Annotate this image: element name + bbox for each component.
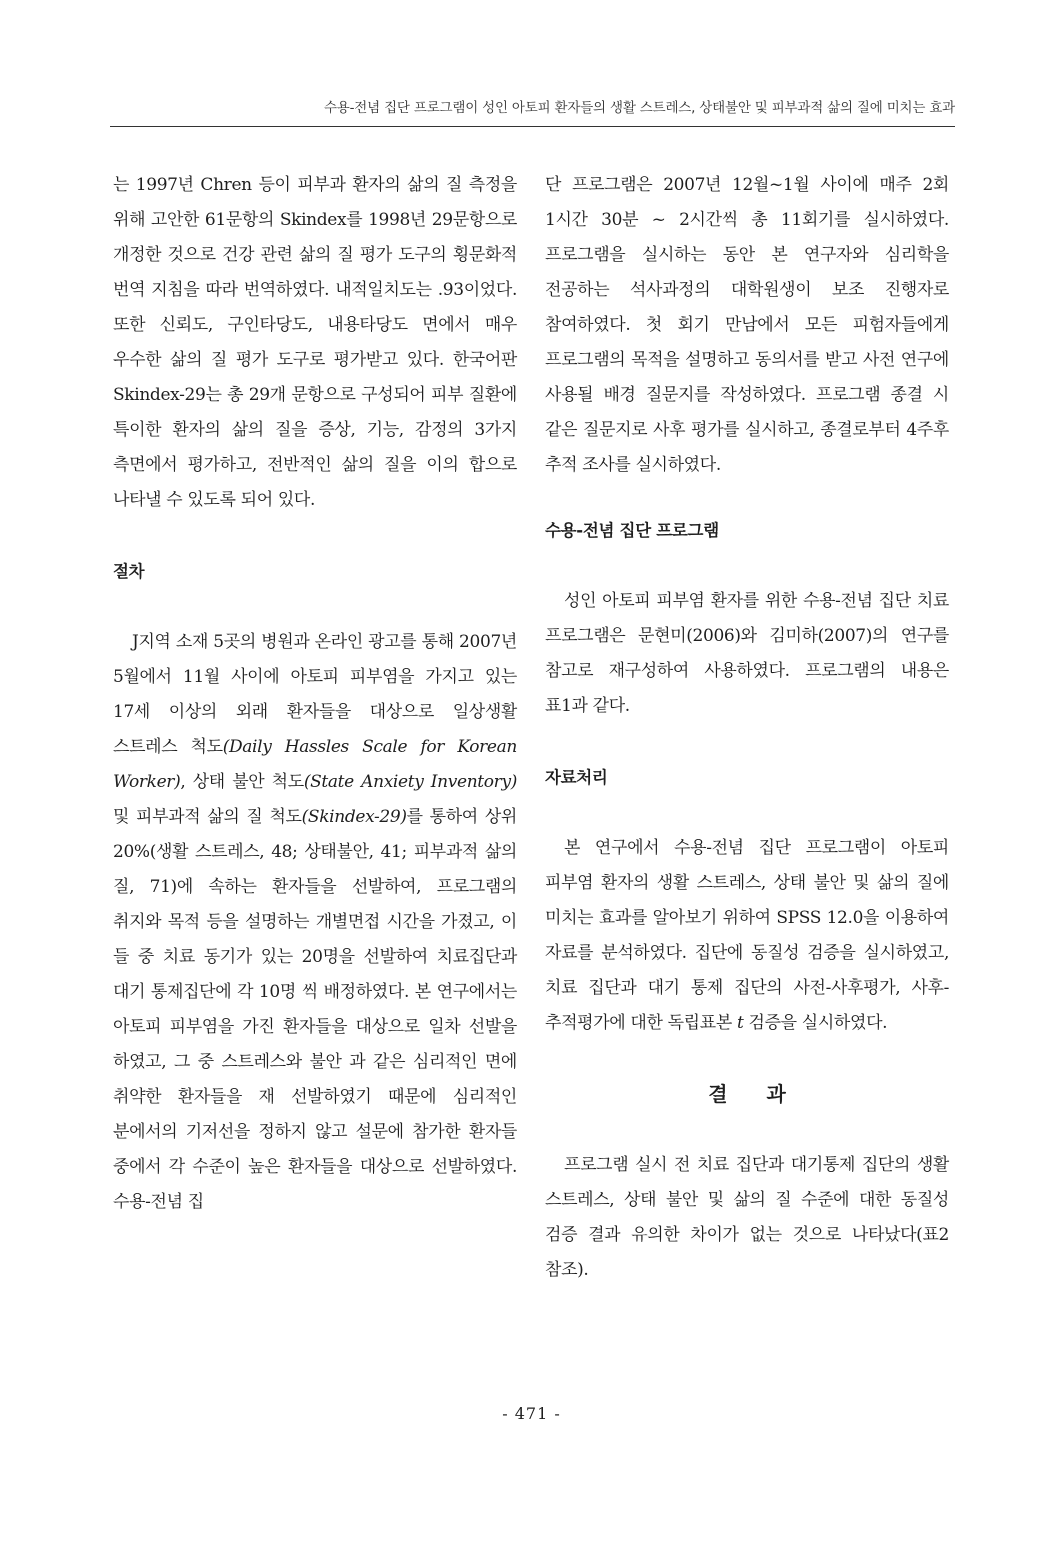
data-analysis-heading: 자료처리 (545, 768, 608, 787)
header-rule (110, 126, 955, 127)
running-header: 수용-전념 집단 프로그램이 성인 아토피 환자들의 생활 스트레스, 상태불안 및 피부과적 삶의 질에 미치는 효과 (323, 100, 955, 116)
act-program-paragraph: 성인 아토피 피부염 환자를 위한 수용-전념 집단 치료 프로그램은 문현미(2006)와 김미하(2007)의 연구를 참고로 재구성하여 사용하였다. 프로그램의 내용은 표1과 같다. (545, 591, 949, 716)
data-analysis-text-1: 본 연구에서 수용-전념 집단 프로그램이 아토피 피부염 환자의 생활 스트레스, 상태 불안 및 삶의 질에 미치는 효과를 알아보기 위하여 SPSS 12.0을 이용하여 자료를 분석하였다. 집단에 동질성 검증을 실시하였고, 치료 집단과 대기 통제 집단의 사전-사후평가, 사후-추적평가에 대한 독립표본 (545, 838, 949, 1033)
act-program-heading: 수용-전념 집단 프로그램 (545, 521, 719, 540)
procedure-heading: 절차 (113, 562, 145, 581)
t-statistic: t (736, 1013, 744, 1033)
program-schedule-paragraph: 단 프로그램은 2007년 12월~1월 사이에 매주 2회 1시간 30분 ~ 2시간씩 총 11회기를 실시하였다. 프로그램을 실시하는 동안 본 연구자와 심리학을 전공하는 석사과정의 대학원생이 보조 진행자로 참여하였다. 첫 회기 만남에서 모든 피험자들에게 프로그램의 목적을 설명하고 동의서를 받고 사전 연구에 사용될 배경 질문지를 작성하였다. 프로그램 종결 시 같은 질문지로 사후 평가를 실시하고, 종결로부터 4주후 추적 조사를 실시하였다. (545, 175, 949, 475)
procedure-text-3: 및 피부과적 삶의 질 척도 (113, 807, 302, 827)
left-column (113, 168, 517, 1220)
procedure-text-1: J지역 소재 5곳의 병원과 온라인 광고를 통해 2007년 5월에서 11월 사이에 아토피 피부염을 가지고 있는 17세 이상의 외래 환자들을 대상으로 일상생활 스트레스 척도 (113, 632, 517, 757)
procedure-text-2: , 상태 불안 척도 (180, 772, 304, 792)
page-number: - 471 - (502, 1404, 561, 1423)
skindex-description-paragraph: 는 1997년 Chren 등이 피부과 환자의 삶의 질 측정을 위해 고안한 61문항의 Skindex를 1998년 29문항으로 개정한 것으로 건강 관련 삶의 질 평가 도구의 횡문화적 번역 지침을 따라 번역하였다. 내적일치도는 .93이었다. 또한 신뢰도, 구인타당도, 내용타당도 면에서 매우 우수한 삶의 질 평가 도구로 평가받고 있다. 한국어판 Skindex-29는 총 29개 문항으로 구성되어 피부 질환에 특이한 환자의 삶의 질을 증상, 기능, 감정의 3가지 측면에서 평가하고, 전반적인 삶의 질을 이의 합으로 나타낼 수 있도록 되어 있다. (113, 175, 517, 510)
results-paragraph: 프로그램 실시 전 치료 집단과 대기통제 집단의 생활 스트레스, 상태 불안 및 삶의 질 수준에 대한 동질성 검증 결과 유의한 차이가 없는 것으로 나타났다(표2 참조). (545, 1155, 949, 1280)
procedure-text-4: 를 통하여 상위 20%(생활 스트레스, 48; 상태불안, 41; 피부과적 삶의 질, 71)에 속하는 환자들을 선발하여, 프로그램의 취지와 목적 등을 설명하는 개별면접 시간을 가졌고, 이 들 중 치료 동기가 있는 20명을 선발하여 치료집단과 대기 통제집단에 각 10명 씩 배정하였다. 본 연구에서는 아토피 피부염을 가진 환자들을 대상으로 일차 선발을 하였고, 그 중 스트레스와 불안 과 같은 심리적인 면에 취약한 환자들을 재 선발하였기 때문에 심리적인 분에서의 기저선을 정하지 않고 설문에 참가한 환자들 중에서 각 수준이 높은 환자들을 대상으로 선발하였다. 수용-전념 집 (113, 807, 517, 1212)
results-heading: 결 과 (708, 1082, 802, 1106)
daily-hassles-scale-name: (Daily Hassles Scale for Korean Worker) (113, 737, 517, 792)
skindex-name: (Skindex-29) (301, 807, 407, 827)
data-analysis-text-2: 검증을 실시하였다. (743, 1013, 888, 1033)
data-analysis-paragraph (545, 831, 949, 1041)
right-column (545, 168, 949, 1288)
state-anxiety-inventory-name: (State Anxiety Inventory) (303, 772, 517, 792)
procedure-paragraph (113, 625, 517, 1220)
